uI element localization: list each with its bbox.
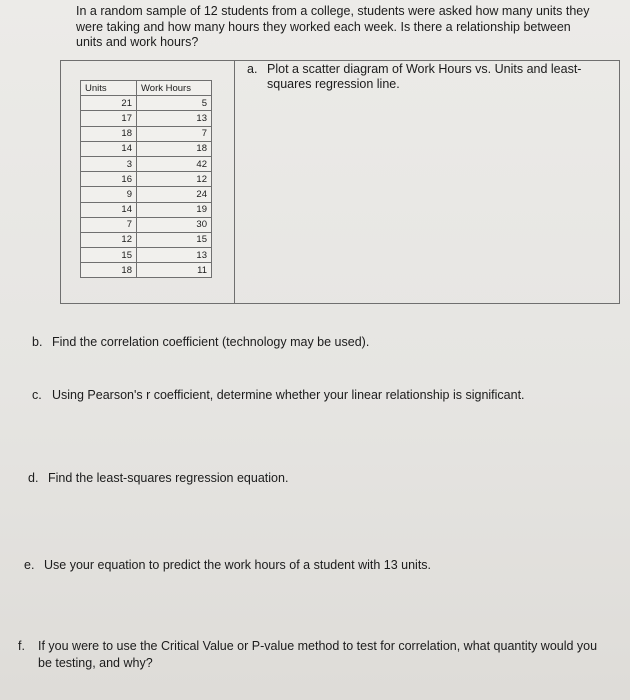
units-cell: 14	[81, 202, 137, 217]
table-row	[81, 126, 212, 141]
header-work-hours: Work Hours	[137, 81, 212, 96]
units-cell: 12	[81, 232, 137, 247]
table-row	[81, 172, 212, 187]
table-row	[81, 111, 212, 126]
question-d-text: Find the least-squares regression equation.	[48, 471, 289, 485]
units-cell: 21	[81, 96, 137, 111]
table-row	[81, 202, 212, 217]
question-b-text: Find the correlation coefficient (technology may be used).	[52, 335, 370, 349]
work-hours-cell: 18	[137, 141, 212, 156]
work-hours-cell: 12	[137, 172, 212, 187]
header-units: Units	[81, 81, 137, 96]
table-body	[81, 96, 212, 278]
units-cell: 7	[81, 217, 137, 232]
question-e	[24, 557, 604, 574]
table-row	[81, 263, 212, 278]
work-hours-cell: 19	[137, 202, 212, 217]
work-hours-cell: 5	[137, 96, 212, 111]
question-b	[32, 334, 592, 351]
table-row	[81, 141, 212, 156]
question-c-letter: c.	[32, 388, 42, 402]
work-hours-cell: 13	[137, 111, 212, 126]
question-f	[18, 638, 610, 672]
work-hours-cell: 7	[137, 126, 212, 141]
question-d	[28, 470, 588, 487]
table-row	[81, 96, 212, 111]
box-divider	[234, 61, 235, 303]
question-c-text: Using Pearson's r coefficient, determine whether your linear relationship is significant.	[52, 388, 525, 402]
work-hours-cell: 24	[137, 187, 212, 202]
units-cell: 18	[81, 263, 137, 278]
table-row	[81, 217, 212, 232]
table-row	[81, 232, 212, 247]
problem-intro: In a random sample of 12 students from a college, students were asked how many units they were taking and how many hours they worked each week. Is there a relationship between units and work hours?	[76, 4, 590, 49]
question-a	[247, 62, 617, 92]
question-f-text: If you were to use the Critical Value or P-value method to test for correlation, what quantity would you be testing, and why?	[38, 639, 598, 670]
work-hours-cell: 13	[137, 248, 212, 263]
question-f-letter: f.	[18, 639, 25, 653]
work-hours-cell: 15	[137, 232, 212, 247]
table-header-row	[81, 81, 212, 96]
question-a-text: Plot a scatter diagram of Work Hours vs. Units and least-squares regression line.	[267, 62, 582, 91]
question-e-letter: e.	[24, 558, 35, 572]
table-row	[81, 156, 212, 171]
units-cell: 16	[81, 172, 137, 187]
table-row	[81, 248, 212, 263]
table-row	[81, 187, 212, 202]
question-d-letter: d.	[28, 471, 39, 485]
question-e-text: Use your equation to predict the work hours of a student with 13 units.	[44, 558, 432, 572]
units-cell: 18	[81, 126, 137, 141]
work-hours-cell: 30	[137, 217, 212, 232]
data-table	[80, 80, 212, 278]
question-c	[32, 387, 622, 404]
work-hours-cell: 42	[137, 156, 212, 171]
question-b-letter: b.	[32, 335, 43, 349]
units-cell: 14	[81, 141, 137, 156]
units-cell: 15	[81, 248, 137, 263]
question-a-letter: a.	[247, 62, 258, 76]
units-cell: 3	[81, 156, 137, 171]
units-cell: 9	[81, 187, 137, 202]
units-cell: 17	[81, 111, 137, 126]
work-hours-cell: 11	[137, 263, 212, 278]
